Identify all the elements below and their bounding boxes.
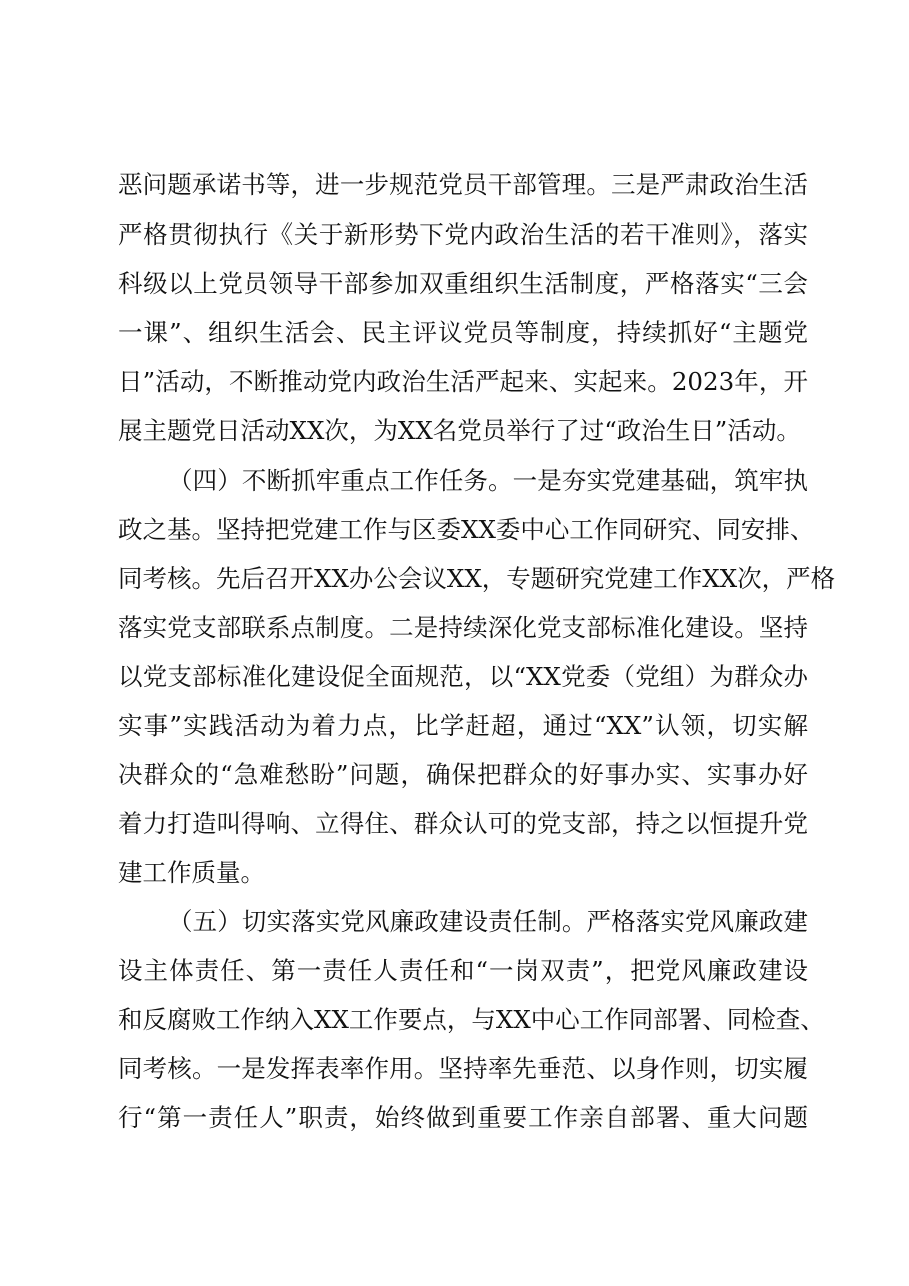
paragraph-heading-line: （五）切实落实党风廉政建设责任制。严格落实党风廉政建 [168,907,808,936]
text-line: 科级以上党员领导干部参加双重组织生活制度，严格落实“三会 [118,269,808,298]
text-line: 同考核。先后召开XX办公会议XX，专题研究党建工作XX次，严格 [118,564,836,593]
text-line: 建工作质量。 [118,858,265,887]
text-line: 政之基。坚持把党建工作与区委XX委中心工作同研究、同安排、 [118,515,815,544]
text-line: 严格贯彻执行《关于新形势下党内政治生活的若干准则》，落实 [118,220,808,249]
paragraph-heading-line: （四）不断抓牢重点工作任务。一是夯实党建基础，筑牢执 [168,466,808,495]
text-line: 决群众的“急难愁盼”问题，确保把群众的好事办实、实事办好 [118,760,808,789]
text-line: 行“第一责任人”职责，始终做到重要工作亲自部署、重大问题 [118,1103,808,1132]
text-line: 实事”实践活动为着力点，比学赶超，通过“XX”认领，切实解 [118,711,808,740]
text-line: 日”活动，不断推动党内政治生活严起来、实起来。2023年，开 [118,367,808,396]
text-line: 同考核。一是发挥表率作用。坚持率先垂范、以身作则，切实履 [118,1054,808,1083]
text-line: 着力打造叫得响、立得住、群众认可的党支部，持之以恒提升党 [118,809,808,838]
text-line: 展主题党日活动XX次，为XX名党员举行了过“政治生日”活动。 [118,416,801,445]
text-line: 恶问题承诺书等，进一步规范党员干部管理。三是严肃政治生活 [118,170,808,199]
text-line: 一课”、组织生活会、民主评议党员等制度，持续抓好“主题党 [118,318,808,347]
text-line: 以党支部标准化建设促全面规范，以“XX党委（党组）为群众办 [118,662,808,691]
text-line: 落实党支部联系点制度。二是持续深化党支部标准化建设。坚持 [118,613,808,642]
text-line: 设主体责任、第一责任人责任和“一岗双责”，把党风廉政建设 [118,956,808,985]
text-line: 和反腐败工作纳入XX工作要点，与XX中心工作同部署、同检查、 [118,1005,825,1034]
